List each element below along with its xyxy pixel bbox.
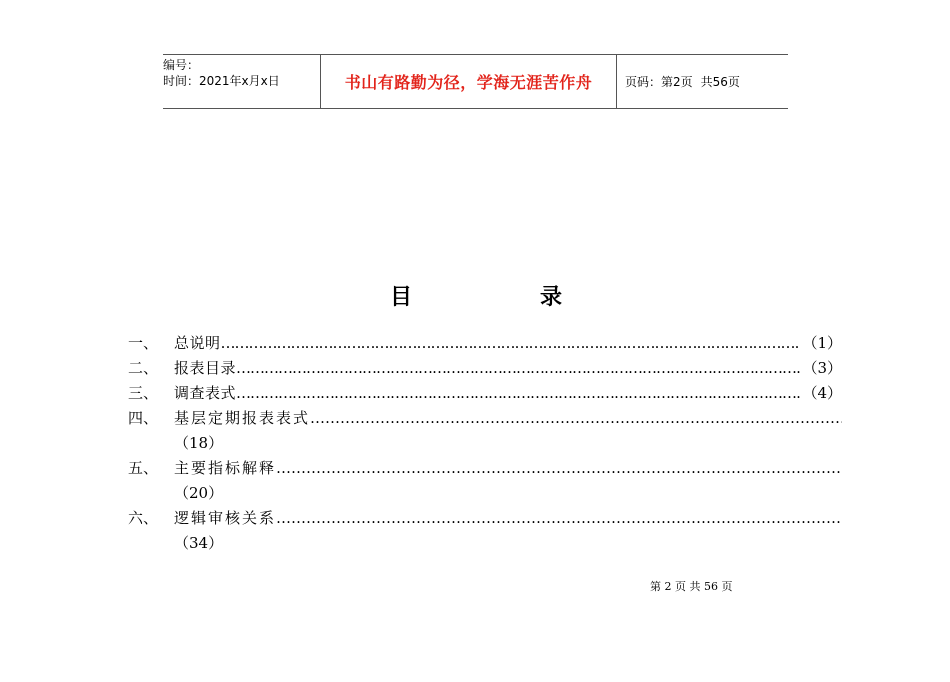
page-header xyxy=(163,54,788,109)
toc-item-page: （1） xyxy=(802,334,842,352)
toc-item-number: 六、 xyxy=(128,509,159,527)
toc-leader-dots xyxy=(236,359,800,377)
toc-item-title: 主要指标解释 xyxy=(174,459,277,477)
toc-item-number: 一、 xyxy=(128,334,159,352)
doc-time-label: 时间：2021年x月x日 xyxy=(163,74,280,88)
toc-item-5[interactable] xyxy=(128,457,842,482)
toc-item-number: 四、 xyxy=(128,409,159,427)
header-page-number: 页码：第2页 xyxy=(625,75,693,89)
toc-item-2[interactable] xyxy=(128,357,842,382)
toc-leader-dots xyxy=(221,334,801,352)
header-page-info xyxy=(617,55,788,108)
toc-item-page: （34） xyxy=(174,534,224,552)
toc-item-page: （4） xyxy=(802,384,842,402)
toc-item-title: 调查表式 xyxy=(174,384,237,402)
toc-item-number: 二、 xyxy=(128,359,159,377)
toc-item-number: 五、 xyxy=(128,459,159,477)
toc-item-page: （20） xyxy=(174,484,224,502)
page-footer: 第 2 页 共 56 页 xyxy=(650,580,733,593)
toc-item-1[interactable] xyxy=(128,332,842,357)
toc-item-5-page-line xyxy=(128,482,842,507)
toc-item-4[interactable] xyxy=(128,407,842,432)
toc-item-page: （3） xyxy=(802,359,842,377)
toc-leader-dots xyxy=(310,409,842,427)
header-meta xyxy=(163,55,321,108)
header-page-total: 共56页 xyxy=(700,75,740,89)
doc-code-label: 编号： xyxy=(163,58,200,72)
toc-item-6[interactable] xyxy=(128,507,842,532)
toc-item-number: 三、 xyxy=(128,384,159,402)
toc-title-char-2: 录 xyxy=(540,285,563,310)
toc-item-4-page-line xyxy=(128,432,842,457)
header-motto: 书山有路勤为径，学海无涯苦作舟 xyxy=(321,55,617,108)
toc-item-page: （18） xyxy=(174,434,224,452)
toc-item-title: 报表目录 xyxy=(174,359,237,377)
toc-item-title: 总说明 xyxy=(174,334,221,352)
toc-item-6-page-line xyxy=(128,532,842,557)
toc-item-title: 逻辑审核关系 xyxy=(174,509,277,527)
toc-leader-dots xyxy=(276,459,842,477)
toc-item-3[interactable] xyxy=(128,382,842,407)
toc-item-title: 基层定期报表表式 xyxy=(174,409,311,427)
table-of-contents xyxy=(128,332,842,557)
toc-title-char-1: 目 xyxy=(390,285,413,310)
toc-leader-dots xyxy=(236,384,800,402)
toc-leader-dots xyxy=(276,509,842,527)
